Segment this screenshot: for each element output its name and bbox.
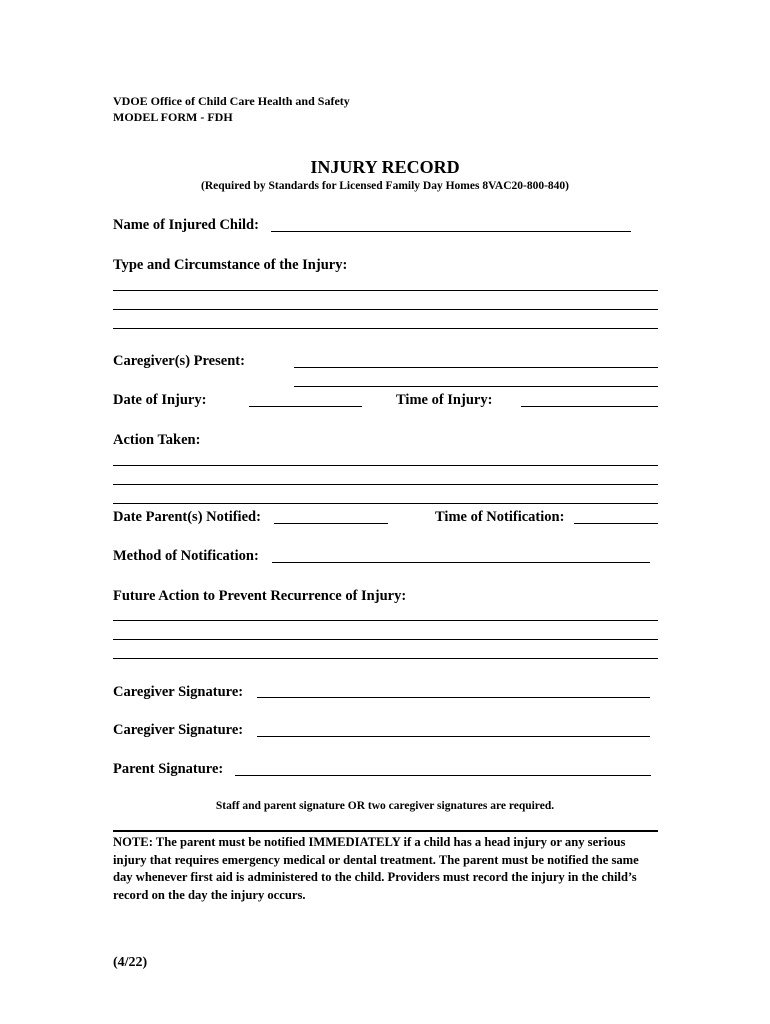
note-separator [113, 830, 658, 832]
action-label: Action Taken: [113, 432, 201, 448]
date-notified-label: Date Parent(s) Notified: [113, 509, 261, 525]
header-org: VDOE Office of Child Care Health and Safety [113, 94, 350, 108]
caregiver-signature-field-1[interactable] [257, 697, 650, 698]
page-title: INJURY RECORD [310, 157, 460, 177]
caregiver-signature-label-2: Caregiver Signature: [113, 722, 244, 738]
page-subtitle: (Required by Standards for Licensed Family Day Homes 8VAC20-800-840) [200, 180, 569, 192]
time-injury-label: Time of Injury: [396, 392, 493, 408]
method-field[interactable] [272, 562, 650, 563]
caregiver-signature-field-2[interactable] [257, 736, 650, 737]
time-notification-label: Time of Notification: [435, 509, 565, 525]
caregivers-line-1[interactable] [294, 367, 658, 368]
header-form-id: MODEL FORM - FDH [113, 110, 233, 124]
time-notification-field[interactable] [574, 523, 658, 524]
date-notified-field[interactable] [274, 523, 388, 524]
future-action-line-2[interactable] [113, 639, 658, 640]
injury-type-line-3[interactable] [113, 328, 658, 329]
action-line-1[interactable] [113, 465, 658, 466]
date-injury-field[interactable] [249, 406, 362, 407]
injury-type-line-2[interactable] [113, 309, 658, 310]
parent-signature-label: Parent Signature: [113, 761, 224, 777]
date-injury-label: Date of Injury: [113, 392, 207, 408]
parent-signature-field[interactable] [235, 775, 651, 776]
time-injury-field[interactable] [521, 406, 658, 407]
future-action-line-1[interactable] [113, 620, 658, 621]
caregiver-signature-label-1: Caregiver Signature: [113, 684, 244, 700]
form-revision-date: (4/22) [113, 955, 148, 970]
note-text: NOTE: The parent must be notified IMMEDIATELY if a child has a head injury or any serious injury that requires emergency medical or dental treatment. The parent must be notified the same day whenever first aid is administered to the child. Providers must record the injury in the child’s record on the day the injury occurs. [113, 835, 639, 902]
action-line-3[interactable] [113, 503, 658, 504]
future-action-line-3[interactable] [113, 658, 658, 659]
caregivers-label: Caregiver(s) Present: [113, 353, 245, 369]
child-name-label: Name of Injured Child: [113, 217, 259, 233]
signature-requirement-note: Staff and parent signature OR two caregiver signatures are required. [215, 800, 555, 812]
injury-type-label: Type and Circumstance of the Injury: [113, 257, 348, 273]
future-action-label: Future Action to Prevent Recurrence of Injury: [113, 588, 407, 604]
child-name-field[interactable] [271, 231, 631, 232]
method-label: Method of Notification: [113, 548, 259, 564]
caregivers-line-2[interactable] [294, 386, 658, 387]
action-line-2[interactable] [113, 484, 658, 485]
injury-type-line-1[interactable] [113, 290, 658, 291]
